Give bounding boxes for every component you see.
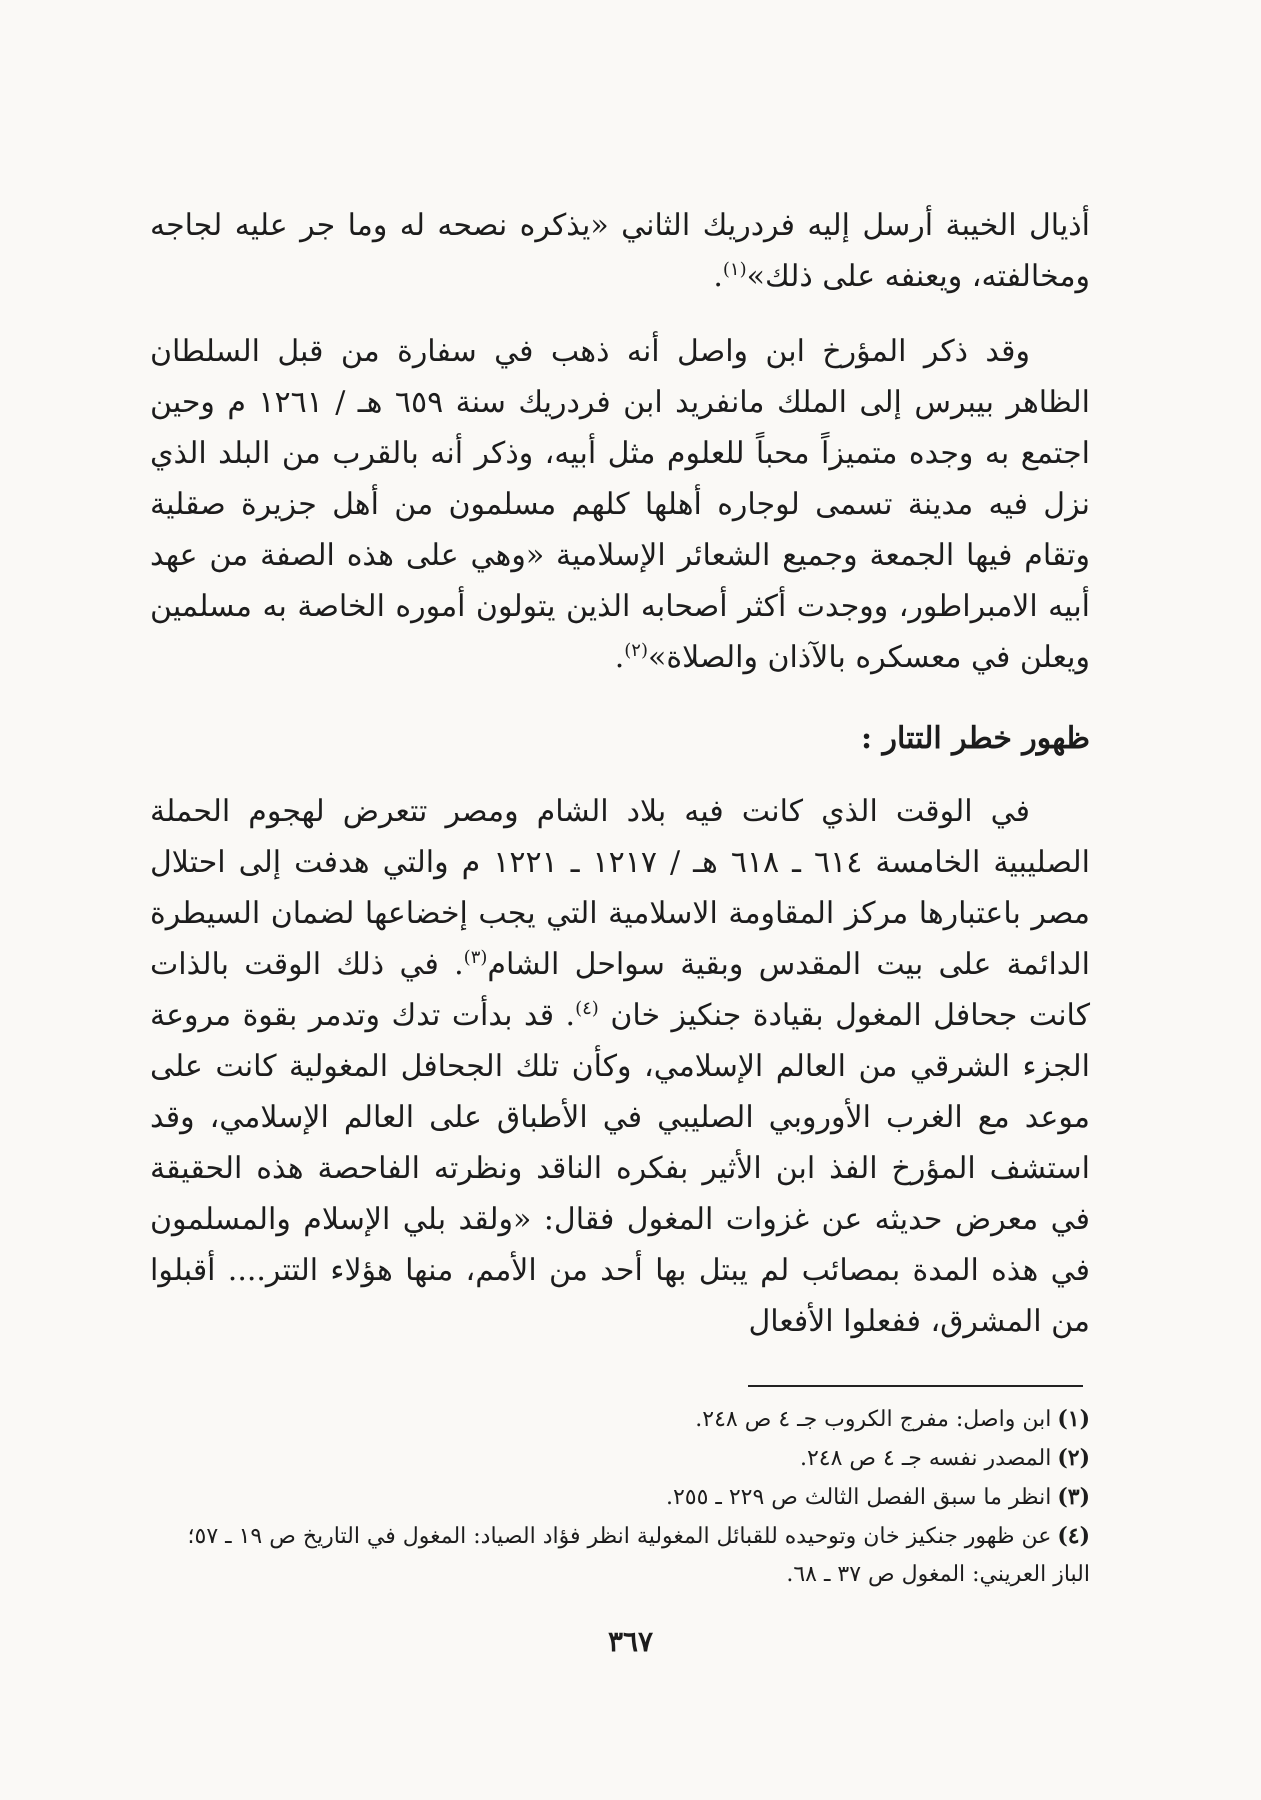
paragraph-3: [150, 786, 1090, 1347]
footnote-ref-4: (٤): [575, 998, 599, 1019]
paragraph-2: [150, 326, 1090, 683]
page-number: ٣٦٧: [607, 1625, 654, 1658]
footnote-ref-1: (١): [722, 259, 747, 280]
footnotes: [150, 1400, 1090, 1594]
footnote-text: عن ظهور جنكيز خان وتوحيده للقبائل المغولية انظر فؤاد الصياد: المغول في التاريخ ص ١٩ ـ ٥٧؛ الباز العريني: المغول ص ٣٧ ـ ٦٨.: [187, 1524, 1090, 1587]
footnote-text: انظر ما سبق الفصل الثالث ص ٢٢٩ ـ ٢٥٥.: [665, 1485, 1052, 1510]
footnote-number: (٢): [1057, 1445, 1090, 1471]
footnote-1: [150, 1400, 1090, 1439]
paragraph-3-part-3: . قد بدأت تدك وتدمر بقوة مروعة الجزء الشرقي من العالم الإسلامي، وكأن تلك الجحافل المغولية كانت على موعد مع الغرب الأوروبي الصليبي في الأطباق على العالم الإسلامي، وقد استشف المؤرخ الفذ ابن الأثير بفكره الناقد ونظرته الفاحصة هذه الحقيقة في معرض حديثه عن غزوات المغول فقال: «ولقد بلي الإسلام والمسلمون في هذه المدة بمصائب لم يبتل بها أحد من الأمم، منها هؤلاء التتر.... أقبلوا من المشرق، ففعلوا الأفعال: [150, 998, 1090, 1339]
footnote-ref-3: (٣): [463, 947, 488, 968]
footnote-text: المصدر نفسه جـ ٤ ص ٢٤٨.: [799, 1446, 1052, 1471]
footnote-separator: [748, 1385, 1083, 1387]
paragraph-2-end: .: [614, 640, 625, 675]
footnote-number: (١): [1057, 1406, 1090, 1432]
footnote-number: (٤): [1057, 1523, 1090, 1549]
footnote-number: (٣): [1057, 1484, 1090, 1510]
paragraph-1: [150, 200, 1090, 302]
footnote-3: [150, 1478, 1090, 1517]
footnote-text: ابن واصل: مفرج الكروب جـ ٤ ص ٢٤٨.: [695, 1407, 1052, 1432]
paragraph-2-text: وقد ذكر المؤرخ ابن واصل أنه ذهب في سفارة من قبل السلطان الظاهر بيبرس إلى الملك مانفريد ابن فردريك سنة ٦٥٩ هـ / ١٢٦١ م وحين اجتمع به وجده متميزاً محباً للعلوم مثل أبيه، وذكر أنه بالقرب من البلد الذي نزل فيه مدينة تسمى لوجاره أهلها كلهم مسلمون من أهل جزيرة صقلية وتقام فيها الجمعة وجميع الشعائر الإسلامية «وهي على هذه الصفة من عهد أبيه الامبراطور، ووجدت أكثر أصحابه الذين يتولون أموره الخاصة به مسلمين ويعلن في معسكره بالآذان والصلاة»: [150, 334, 1090, 675]
footnote-4: [150, 1517, 1090, 1594]
main-text: [150, 200, 1090, 1347]
footnote-ref-2: (٢): [624, 640, 648, 661]
paragraph-1-text: أذيال الخيبة أرسل إليه فردريك الثاني «يذكره نصحه له وما جر عليه لجاجه ومخالفته، ويعنفه على ذلك»: [150, 208, 1090, 294]
paragraph-1-end: .: [713, 259, 723, 294]
section-heading: ظهور خطر التتار :: [860, 721, 1090, 756]
paragraph-3-part-2: . في ذلك الوقت بالذات كانت جحافل المغول بقيادة جنكيز خان: [150, 947, 1090, 1033]
paragraph-3-part-1: في الوقت الذي كانت فيه بلاد الشام ومصر تتعرض لهجوم الحملة الصليبية الخامسة ٦١٤ ـ ٦١٨ هـ / ١٢١٧ ـ ١٢٢١ م والتي هدفت إلى احتلال مصر باعتبارها مركز المقاومة الاسلامية التي يجب إخضاعها لضمان السيطرة الدائمة على بيت المقدس وبقية سواحل الشام: [150, 794, 1090, 982]
footnote-2: [150, 1439, 1090, 1478]
